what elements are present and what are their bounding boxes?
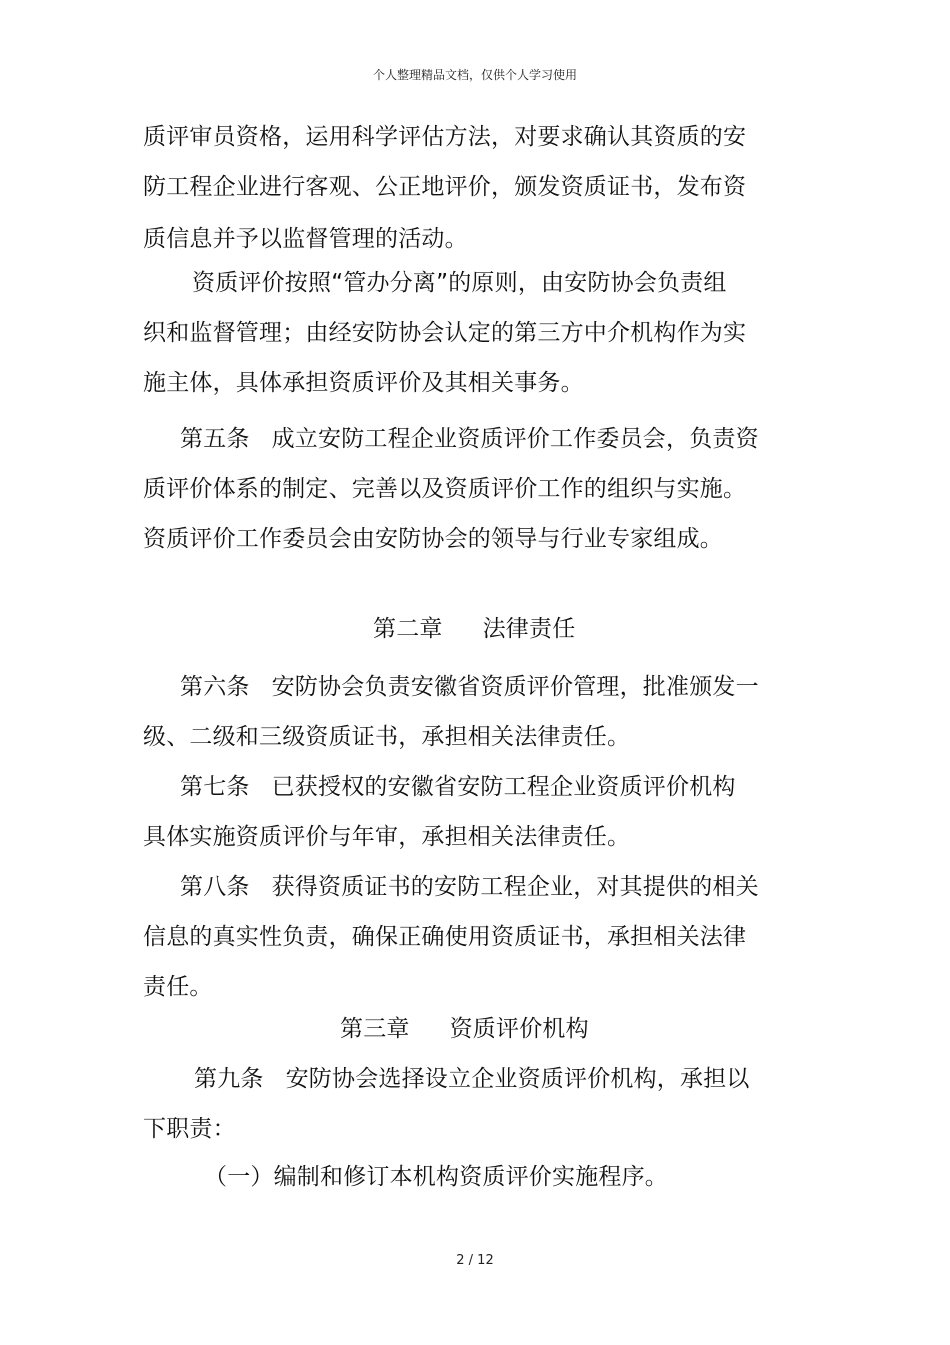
chapter-title: 法律责任 [482, 616, 576, 642]
text-line: 施主体，具体承担资质评价及其相关事务。 [143, 370, 584, 396]
text-line: 下职责： [143, 1116, 236, 1142]
article-8 [180, 872, 759, 902]
text-line: 质评价体系的制定、完善以及资质评价工作的组织与实施。 [143, 476, 747, 502]
article-label: 第九条 [194, 1066, 264, 1092]
article-7 [180, 772, 736, 802]
chapter-3-heading [340, 1014, 589, 1044]
text-line: 质信息并予以监督管理的活动。 [143, 226, 468, 252]
list-item: （一）编制和修订本机构资质评价实施程序。 [204, 1164, 668, 1190]
article-text: 获得资质证书的安防工程企业，对其提供的相关 [271, 874, 759, 900]
article-6 [180, 672, 759, 702]
article-text: 安防协会选择设立企业资质评价机构，承担以 [285, 1066, 750, 1092]
text-line: 责任。 [143, 974, 213, 1000]
chapter-2-heading [373, 614, 575, 644]
page-header: 个人整理精品文档，仅供个人学习使用 [372, 68, 577, 82]
chapter-title: 资质评价机构 [449, 1016, 589, 1042]
chapter-number: 第三章 [340, 1016, 410, 1042]
article-text: 安防协会负责安徽省资质评价管理，批准颁发一 [271, 674, 759, 700]
chapter-number: 第二章 [373, 616, 443, 642]
article-5 [180, 424, 759, 454]
text-line: 级、二级和三级资质证书，承担相关法律责任。 [143, 724, 631, 750]
article-label: 第六条 [180, 674, 250, 700]
text-line: 信息的真实性负责，确保正确使用资质证书，承担相关法律 [143, 924, 747, 950]
article-text: 已获授权的安徽省安防工程企业资质评价机构 [271, 774, 736, 800]
text-line: 织和监督管理；由经安防协会认定的第三方中介机构作为实 [143, 320, 747, 346]
text-line: 质评审员资格，运用科学评估方法，对要求确认其资质的安 [143, 124, 747, 150]
article-label: 第七条 [180, 774, 250, 800]
article-label: 第五条 [180, 426, 250, 452]
text-line: 资质评价按照“管办分离”的原则，由安防协会负责组 [192, 270, 727, 296]
article-label: 第八条 [180, 874, 250, 900]
page-number: 2 / 12 [456, 1253, 494, 1268]
article-9 [194, 1064, 750, 1094]
text-line: 资质评价工作委员会由安防协会的领导与行业专家组成。 [143, 526, 723, 552]
text-line: 防工程企业进行客观、公正地评价，颁发资质证书，发布资 [143, 174, 747, 200]
article-text: 成立安防工程企业资质评价工作委员会，负责资 [271, 426, 759, 452]
text-line: 具体实施资质评价与年审，承担相关法律责任。 [143, 824, 631, 850]
